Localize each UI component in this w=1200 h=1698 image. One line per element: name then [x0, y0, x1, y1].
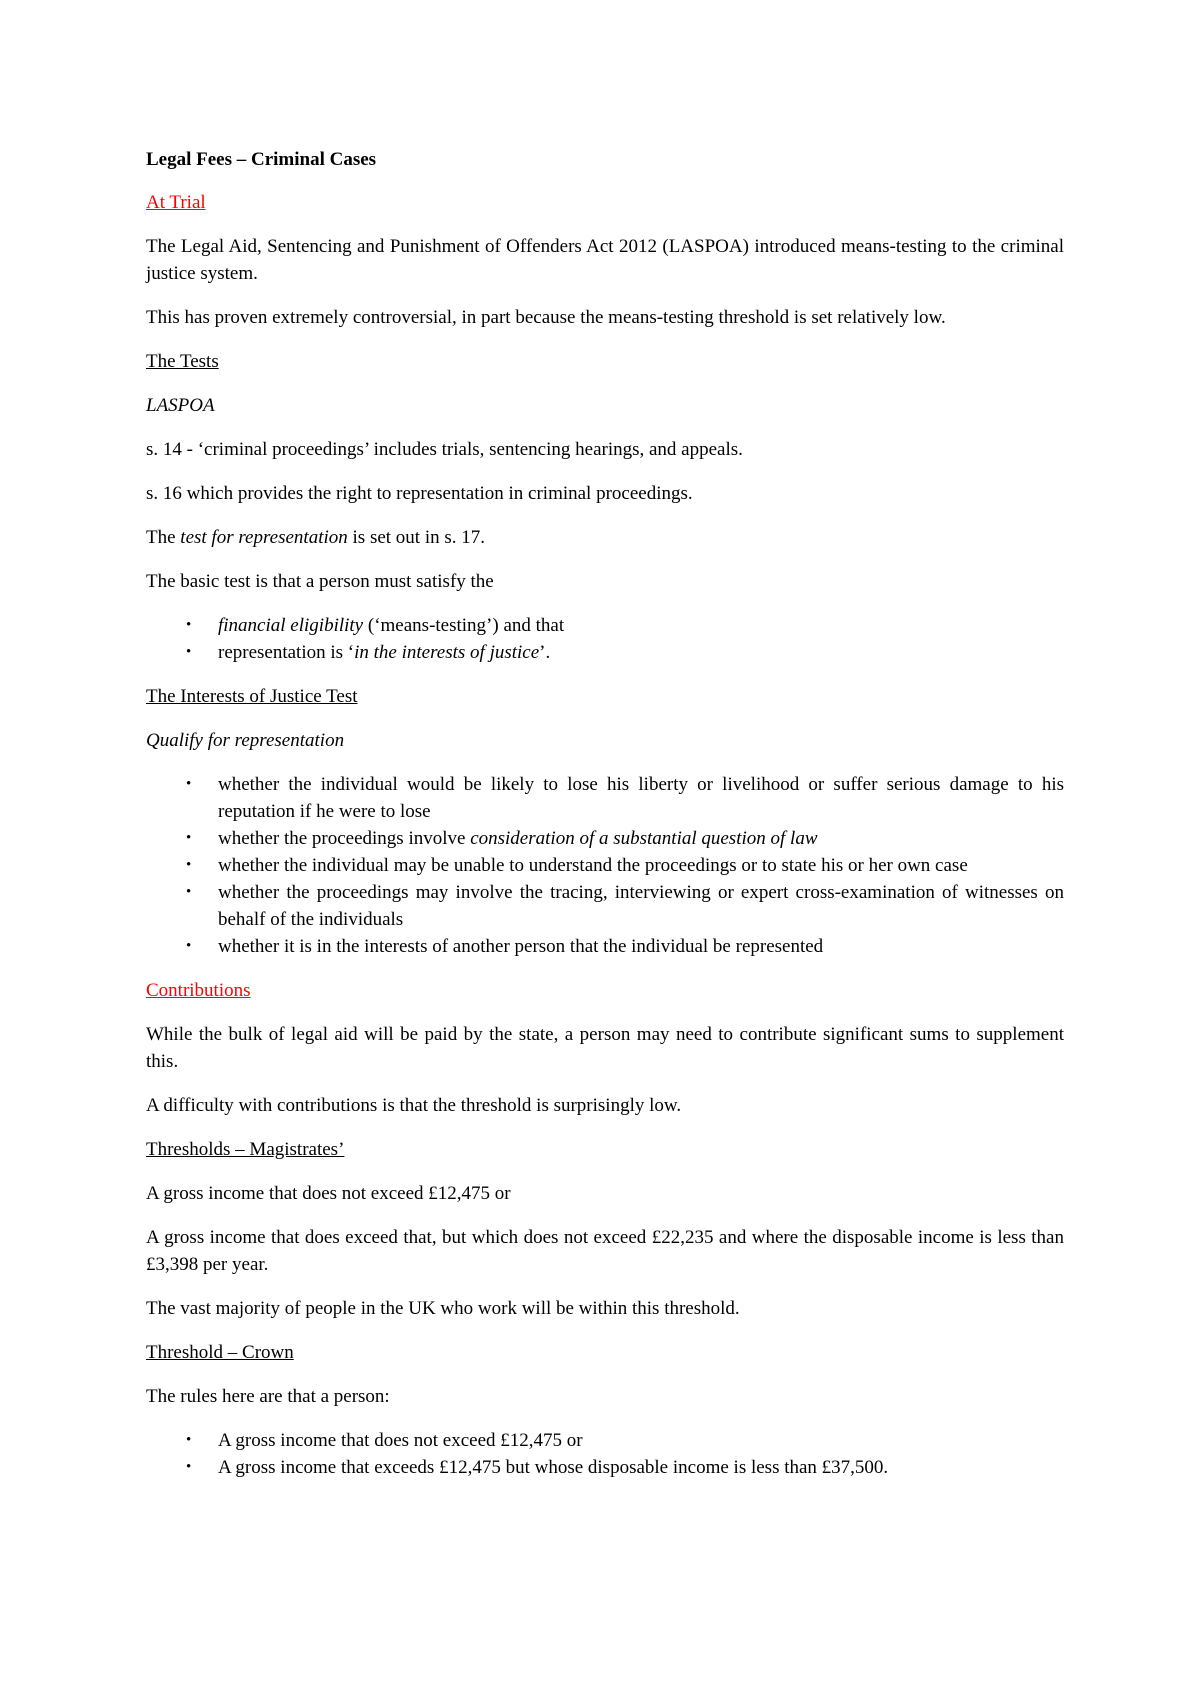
laspoa-subheading: LASPOA: [146, 395, 215, 416]
list-item: [146, 1454, 1064, 1481]
at-trial-paragraph-2: This has proven extremely controversial, in part because the means-testing threshold is set relatively low.: [146, 307, 946, 328]
ioj-b1: whether the individual would be likely to lose his liberty or livelihood or suffer serious damage to his reputation if he were to lose: [218, 774, 1064, 822]
bullet-icon: •: [186, 830, 192, 846]
contributions-paragraph-2: A difficulty with contributions is that the threshold is surprisingly low.: [146, 1095, 682, 1116]
ioj-b5: whether it is in the interests of another person that the individual be represented: [218, 936, 824, 957]
bullet-icon: •: [186, 776, 192, 792]
crown-b2: A gross income that exceeds £12,475 but whose disposable income is less than £37,500.: [218, 1457, 889, 1478]
magistrates-paragraph-1: A gross income that does not exceed £12,475 or: [146, 1183, 511, 1204]
heading-threshold-crown: [146, 1339, 1064, 1366]
s17-paragraph: [146, 524, 1064, 551]
list-item: [146, 612, 1064, 639]
s14-paragraph: s. 14 - ‘criminal proceedings’ includes trials, sentencing hearings, and appeals.: [146, 439, 743, 460]
list-item: [146, 771, 1064, 825]
crown-list: [146, 1427, 1064, 1481]
at-trial-paragraph-1: The Legal Aid, Sentencing and Punishment of Offenders Act 2012 (LASPOA) introduced means-testing to the criminal justice system.: [146, 236, 1064, 284]
bullet-icon: •: [186, 1459, 192, 1475]
heading-thresholds-magistrates: [146, 1136, 1064, 1163]
list-item: [146, 639, 1064, 666]
bullet-icon: •: [186, 857, 192, 873]
s17-pre: The: [146, 527, 181, 548]
s17-italic: test for representation: [180, 527, 348, 548]
ioj-b3: whether the individual may be unable to understand the proceedings or to state his or her own case: [218, 855, 968, 876]
s17-post: is set out in s. 17.: [347, 527, 485, 548]
bullet-icon: •: [186, 644, 192, 660]
bullet-icon: •: [186, 884, 192, 900]
qualify-subheading: Qualify for representation: [146, 730, 345, 751]
heading-the-tests: [146, 348, 1064, 375]
bullet-icon: •: [186, 938, 192, 954]
at-trial-heading-text: At Trial: [146, 192, 206, 213]
contributions-paragraph-1: While the bulk of legal aid will be paid by the state, a person may need to contribute significant sums to supplement this.: [146, 1024, 1064, 1072]
list-item: [146, 825, 1064, 852]
ioj-b2-italic: consideration of a substantial question of law: [470, 828, 818, 849]
crown-paragraph-1: The rules here are that a person:: [146, 1386, 390, 1407]
bullet-icon: •: [186, 1432, 192, 1448]
basic-test-paragraph: The basic test is that a person must satisfy the: [146, 571, 494, 592]
ioj-b2-pre: whether the proceedings involve: [218, 828, 471, 849]
b2-italic: in the interests of justice: [354, 642, 540, 663]
bullet-icon: •: [186, 617, 192, 633]
magistrates-paragraph-2: A gross income that does exceed that, but which does not exceed £22,235 and where the disposable income is less than £3,398 per year.: [146, 1227, 1064, 1275]
magistrates-paragraph-3: The vast majority of people in the UK who work will be within this threshold.: [146, 1298, 740, 1319]
crown-heading-text: Threshold – Crown: [146, 1342, 294, 1363]
ioj-b4: whether the proceedings may involve the tracing, interviewing or expert cross-examination of witnesses on behalf of the individuals: [218, 882, 1064, 930]
document-title: Legal Fees – Criminal Cases: [146, 149, 377, 170]
list-item: [146, 879, 1064, 933]
heading-at-trial: [146, 189, 1064, 216]
basic-test-list: [146, 612, 1064, 666]
list-item: [146, 1427, 1064, 1454]
ioj-list: [146, 771, 1064, 960]
contributions-heading-text: Contributions: [146, 980, 251, 1001]
document-page: [146, 146, 1064, 1498]
the-tests-heading-text: The Tests: [146, 351, 219, 372]
b1-post: (‘means-testing’) and that: [363, 615, 565, 636]
b2-post: ’.: [539, 642, 551, 663]
s16-paragraph: s. 16 which provides the right to representation in criminal proceedings.: [146, 483, 693, 504]
heading-interests-of-justice: [146, 683, 1064, 710]
b2-pre: representation is ‘: [218, 642, 355, 663]
heading-contributions: [146, 977, 1064, 1004]
magistrates-heading-text: Thresholds – Magistrates’: [146, 1139, 345, 1160]
list-item: [146, 852, 1064, 879]
list-item: [146, 933, 1064, 960]
ioj-heading-text: The Interests of Justice Test: [146, 686, 358, 707]
b1-italic: financial eligibility: [218, 615, 364, 636]
crown-b1: A gross income that does not exceed £12,475 or: [218, 1430, 583, 1451]
